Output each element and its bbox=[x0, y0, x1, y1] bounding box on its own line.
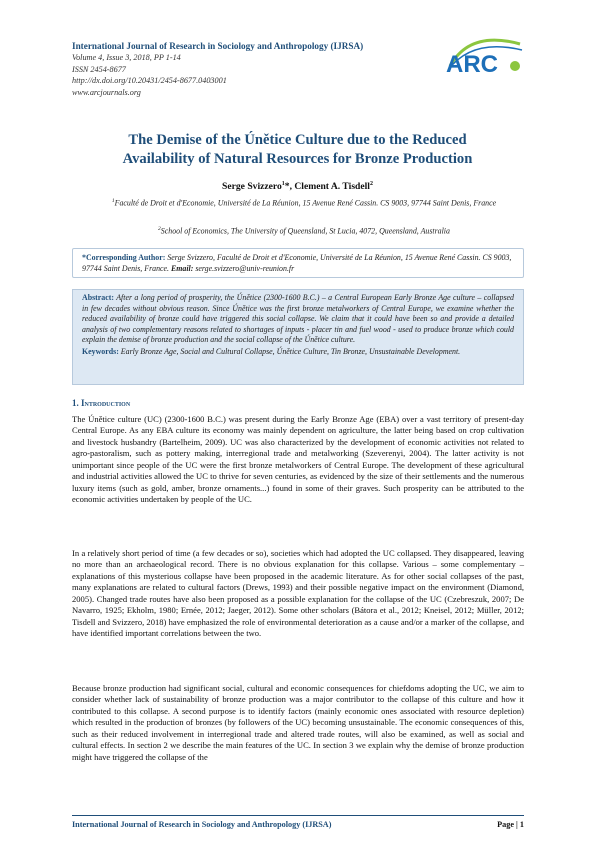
body-paragraph-3: Because bronze production had significant social, cultural and economic consequences for chiefdoms adopting the UC, we aim to consider whether lack of sustainability of bronze production was a major contributor to the collapse of this culture and how it contributed to this collapse. A second purpose is to identify factors (mainly economic ones associated with resource depletion) which resulted in the production of bronzes (by followers of the UC) becoming unsustainable. The economic consequences of this, such as their reduced involvement in interregional trade and altered trade routes, will also be examined, as well as social and cultural effects. In section 2 we describe the main features of the UC. In section 3 we explain why the demise of bronze production might have triggered the collapse of the bbox=[72, 683, 524, 762]
corresponding-mark: *, bbox=[284, 181, 295, 193]
section-title: Introduction bbox=[81, 398, 131, 408]
keywords-text: Early Bronze Age, Social and Cultural Collapse, Únětice Culture, Tin Bronze, Unsustainable Development. bbox=[118, 346, 461, 356]
abstract-box bbox=[72, 289, 524, 385]
page-number: Page | 1 bbox=[497, 820, 524, 829]
keywords-label: Keywords: bbox=[82, 346, 119, 356]
footer-journal: International Journal of Research in Sociology and Anthropology (IJRSA) bbox=[72, 820, 332, 829]
affiliation-2-mark: 2 bbox=[158, 226, 161, 232]
title-line-1: The Demise of the Únětice Culture due to the Reduced bbox=[128, 132, 467, 148]
arc-logo bbox=[440, 36, 524, 78]
affiliation-2 bbox=[84, 224, 524, 237]
issn: ISSN 2454-8677 bbox=[72, 64, 126, 74]
abstract-text: After a long period of prosperity, the Únětice (2300-1600 B.C.) – a Central European Early Bronze Age culture – collapsed in few decades without obvious reason. Since Únětice was the first bronze metalworkers of Central Europe, we examine whether the reduced availability of bronze could have triggered this social collapse. We claim that it could have been so and provide a detailed analysis of two complementary reasons related to shortages of inputs - placer tin and fuel wood - used to produce bronze which could explain the demise of bronze production and the social collapse of the Únětice culture. bbox=[82, 293, 514, 345]
logo-text: ARC bbox=[446, 51, 498, 78]
author-2-affiliation-mark: 2 bbox=[369, 181, 373, 187]
doi-link[interactable]: http://dx.doi.org/10.20431/2454-8677.0403001 bbox=[72, 76, 227, 85]
email-address[interactable]: serge.svizzero@univ-reunion.fr bbox=[193, 264, 295, 273]
volume-info: Volume 4, Issue 3, 2018, PP 1-14 bbox=[72, 53, 181, 62]
affiliation-1-mark: 1 bbox=[111, 198, 115, 204]
author-list bbox=[60, 181, 535, 192]
author-2: Clement A. Tisdell bbox=[294, 181, 370, 193]
email-label: Email: bbox=[170, 264, 194, 273]
corresponding-author-box bbox=[72, 248, 524, 278]
journal-name: International Journal of Research in Sociology and Anthropology (IJRSA) bbox=[72, 41, 364, 51]
affiliation-1-text: Faculté de Droit et d'Economie, Université de La Réunion, 15 Avenue René Cassin. CS 9003, 97744 Saint Denis, France bbox=[114, 198, 497, 208]
affiliation-1 bbox=[84, 196, 524, 209]
journal-header bbox=[72, 40, 432, 98]
section-number: 1. bbox=[72, 398, 79, 408]
body-paragraph-1: The Únětice culture (UC) (2300-1600 B.C.) was present during the Early Bronze Age (EBA) over a vast territory of present-day Central Europe. As any EBA culture its economy was mainly dependent on agriculture, the latter being based on crop cultivation and livestock husbandry (Bartelheim, 2009). UC was also characterized by the development of economic activities not related to agro-pastoralism, such as pottery making, interregional trade and metalworking (Szeverenyi, 2004). The latter activity is not unimportant since people of the UC were the first bronze metalworkers of Central Europe. The development of these agricultural and industrial activities allowed the UC to thrive for seven centuries, as evidenced by the size of their settlements and the numerous luxury items (such as gold, amber, bronze ornaments...) found in some of their graves. Such prosperity can be attributed to the economic activities undertaken by people of the UC. bbox=[72, 414, 524, 505]
footer-divider bbox=[72, 815, 524, 816]
corresponding-label: *Corresponding Author: bbox=[82, 253, 166, 262]
author-1: Serge Svizzero bbox=[222, 181, 282, 193]
author-1-affiliation-mark: 1 bbox=[281, 181, 285, 187]
paper-title bbox=[60, 131, 535, 169]
abstract-label: Abstract: bbox=[82, 293, 114, 302]
abstract-paragraph bbox=[82, 293, 514, 346]
title-line-2: Availability of Natural Resources for Bronze Production bbox=[122, 151, 473, 167]
keywords-paragraph bbox=[82, 347, 514, 358]
website-link[interactable]: www.arcjournals.org bbox=[72, 87, 141, 97]
section-heading bbox=[72, 398, 130, 408]
affiliation-2-text: School of Economics, The University of Queensland, St Lucia, 4072, Queensland, Australia bbox=[160, 226, 450, 236]
corresponding-text: Serge Svizzero, Faculté de Droit et d'Economie, Université de La Réunion, 15 Avenue René Cassin. CS 9003, 97744 Saint Denis, France. bbox=[82, 253, 512, 273]
body-paragraph-2: In a relatively short period of time (a few decades or so), societies which had adopted the UC collapsed. They disappeared, leaving no more than an archaeological record. There is no obvious explanation for this collapse. Various – some complementary – explanations of this mysterious collapse have been proposed in the academic literature. As for other social collapses of the past, many explanations are related to cultural factors (Drews, 1993) and their possible negative impact on the environment (Diamond, 2005). Changed trade routes have also been proposed as a possible explanation for the collapse of the UC (Czebreszuk, 2007; De Navarro, 1925; Ekholm, 1980; Ernée, 2012; Jaeger, 2012). Some other scholars (Bátora et al., 2012; Kneisel, 2012; Müller, 2012; Tisdell and Svizzero, 2018) have emphasized the role of environmental deterioration as a cause and/or a marker of the collapse, and have identified important correlations between the two. bbox=[72, 548, 524, 639]
